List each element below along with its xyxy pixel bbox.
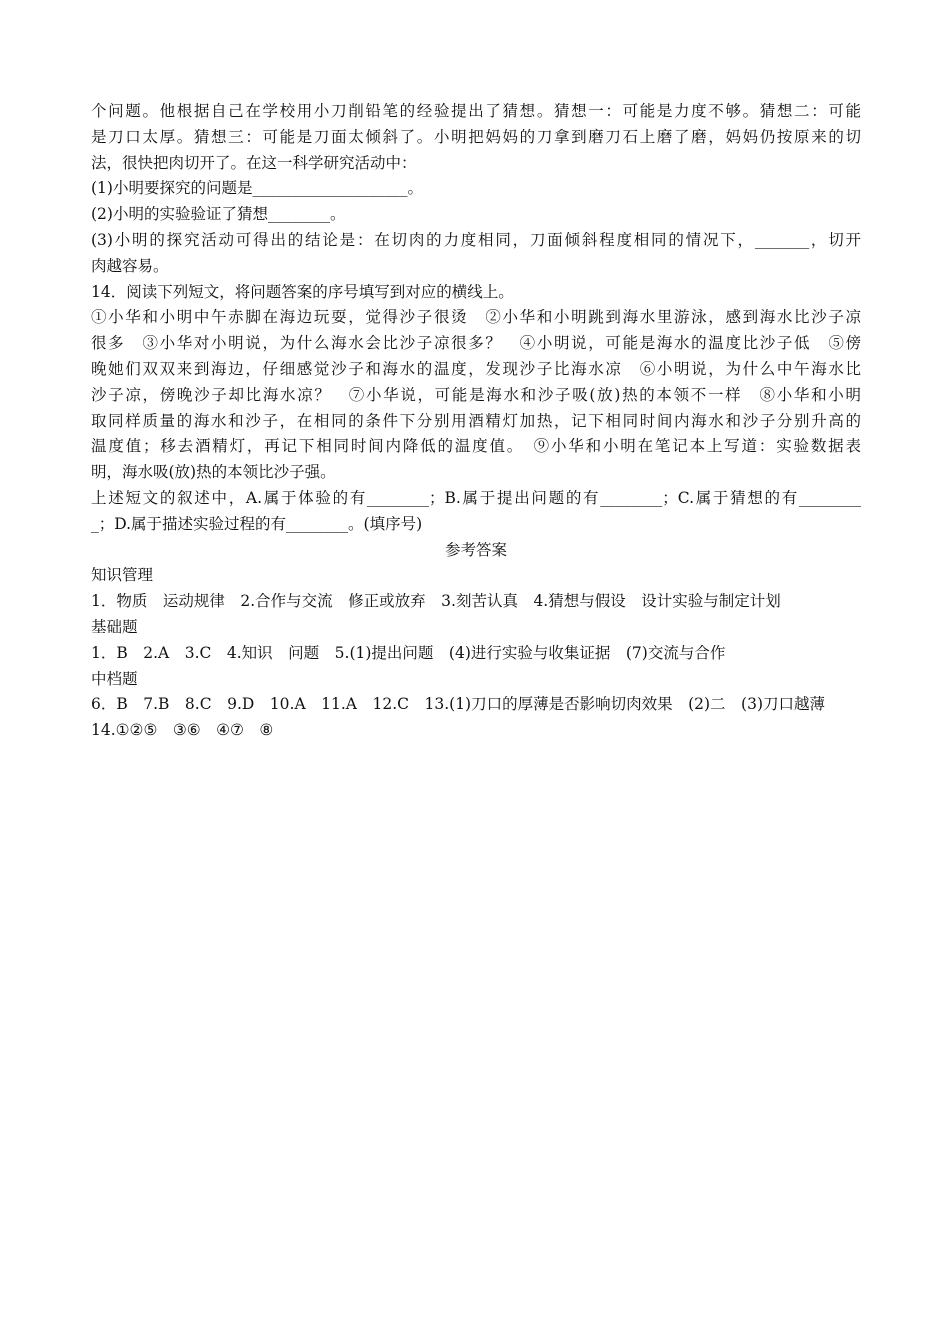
question-14-passage-line-4: 沙子凉，傍晚沙子却比海水凉？ ⑦小华说，可能是海水和沙子吸(放)热的本领不一样 ⑧小华和小明 [91, 385, 861, 404]
question-13 [91, 99, 861, 280]
question-13-sub-3-line-1: (3)小明的探究活动可得出的结论是：在切肉的力度相同，刀面倾斜程度相同的情况下，_______，切开 [91, 230, 861, 249]
question-14-passage-line-3: 晚她们双双来到海边，仔细感觉沙子和海水的温度，发现沙子比海水凉 ⑥小明说，为什么中午海水比 [91, 359, 861, 378]
answer-section-content-3: 6．B 7.B 8.C 9.D 10.A 11.A 12.C 13.(1)刀口的厚薄是否影响切肉效果 (2)二 (3)刀口越薄 [91, 695, 826, 714]
question-13-sub-3-line-2: 肉越容易。 [91, 256, 169, 275]
question-14-prompt-line-2: _；D.属于描述实验过程的有________。(填序号) [91, 514, 423, 533]
answer-key [91, 538, 861, 744]
question-13-sub-2: (2)小明的实验验证了猜想________。 [91, 205, 346, 224]
question-14-prompt-line-1: 上述短文的叙述中，A.属于体验的有________；B.属于提出问题的有________；C.属于猜想的有________ [91, 488, 861, 507]
answer-section-content-1: 1．物质 运动规律 2.合作与交流 修正或放弃 3.刻苦认真 4.猜想与假设 设计实验与制定计划 [91, 592, 781, 611]
answer-section-title-1: 知识管理 [91, 566, 154, 585]
answer-extra: 14.①②⑤ ③⑥ ④⑦ ⑧ [91, 721, 274, 740]
question-13-line-3: 法，很快把肉切开了。在这一科学研究活动中： [91, 153, 417, 172]
question-14-title: 14．阅读下列短文，将问题答案的序号填写到对应的横线上。 [91, 282, 514, 301]
question-14-passage-line-1: ①小华和小明中午赤脚在海边玩耍，觉得沙子很烫 ②小华和小明跳到海水里游泳，感到海水比沙子凉 [91, 308, 861, 327]
answer-heading: 参考答案 [444, 540, 507, 559]
answer-section-content-2: 1．B 2.A 3.C 4.知识 问题 5.(1)提出问题 (4)进行实验与收集证据 (7)交流与合作 [91, 643, 726, 662]
answer-section-title-3: 中档题 [91, 669, 138, 688]
question-14-passage-line-2: 很多 ③小华对小明说，为什么海水会比沙子凉很多？ ④小明说，可能是海水的温度比沙子低 ⑤傍 [91, 334, 861, 353]
question-14-passage-line-7: 明，海水吸(放)热的本领比沙子强。 [91, 463, 336, 482]
question-14-passage-line-6: 温度值；移去酒精灯，再记下相同时间内降低的温度值。 ⑨小华和小明在笔记本上写道：实验数据表 [91, 437, 861, 456]
question-14-passage-line-5: 取同样质量的海水和沙子，在相同的条件下分别用酒精灯加热，记下相同时间内海水和沙子分别升高的 [91, 411, 861, 430]
question-13-sub-1: (1)小明要探究的问题是____________________。 [91, 179, 423, 198]
document-page [91, 99, 861, 744]
answer-section-title-2: 基础题 [91, 617, 138, 636]
question-13-line-1: 个问题。他根据自己在学校用小刀削铅笔的经验提出了猜想。猜想一：可能是力度不够。猜想二：可能 [91, 102, 861, 120]
question-13-line-2: 是刀口太厚。猜想三：可能是刀面太倾斜了。小明把妈妈的刀拿到磨刀石上磨了磨，妈妈仍按原来的切 [91, 127, 861, 146]
question-14 [91, 280, 861, 538]
